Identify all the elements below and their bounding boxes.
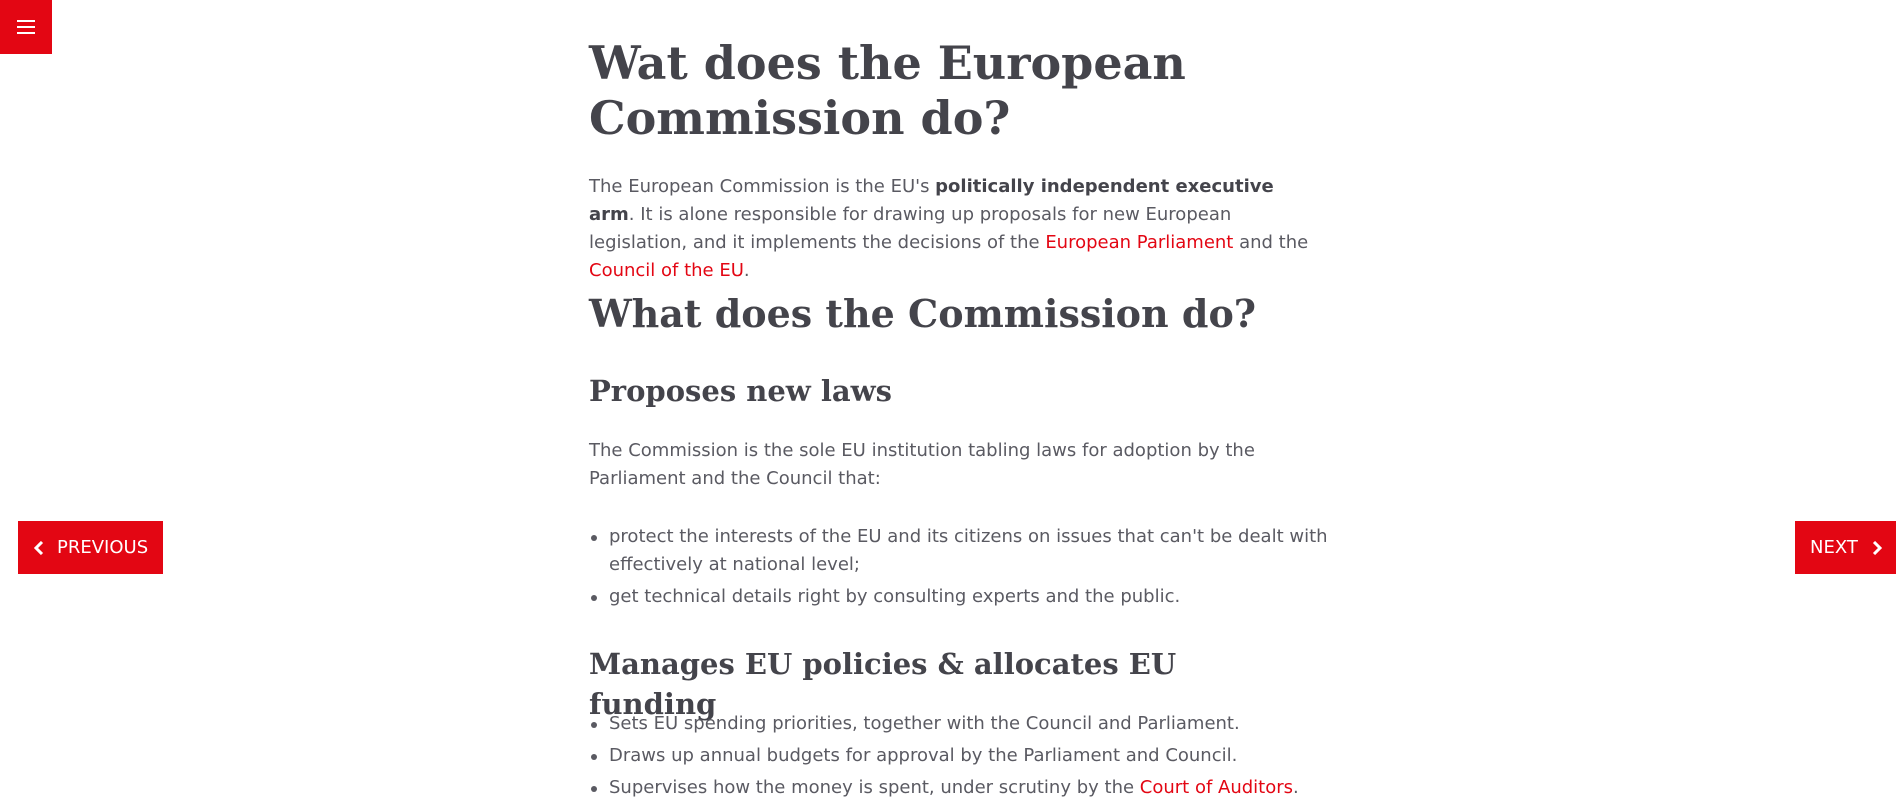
intro-paragraph bbox=[589, 173, 1309, 285]
next-button[interactable] bbox=[1795, 521, 1896, 574]
list-item-text: Supervises how the money is spent, under scrutiny by the bbox=[609, 777, 1140, 798]
list-item: protect the interests of the EU and its citizens on issues that can't be dealt with effectively at national level; bbox=[609, 523, 1329, 579]
intro-bold-text: politically independent executive arm bbox=[589, 176, 1274, 225]
list-item bbox=[609, 774, 1329, 802]
list-item: Draws up annual budgets for approval by the Parliament and Council. bbox=[609, 742, 1329, 770]
proposes-heading: Proposes new laws bbox=[589, 374, 892, 408]
section-heading: What does the Commission do? bbox=[589, 291, 1257, 336]
menu-button[interactable] bbox=[0, 0, 52, 54]
proposes-list bbox=[589, 523, 1329, 615]
previous-button[interactable] bbox=[18, 521, 163, 574]
proposes-paragraph: The Commission is the sole EU institution tabling laws for adoption by the Parliament and the Council that: bbox=[589, 440, 1255, 489]
court-of-auditors-link[interactable]: Court of Auditors bbox=[1139, 777, 1294, 798]
intro-text-4: . bbox=[743, 260, 750, 281]
list-item: get technical details right by consulting experts and the public. bbox=[609, 583, 1329, 611]
list-item-end: . bbox=[1293, 777, 1299, 798]
intro-text-1: The European Commission is the EU's bbox=[589, 176, 936, 197]
manages-list bbox=[589, 710, 1329, 804]
chevron-right-icon bbox=[1872, 541, 1882, 555]
previous-label: PREVIOUS bbox=[57, 537, 149, 558]
intro-text-3: and the bbox=[1233, 232, 1309, 253]
hamburger-menu-icon bbox=[17, 19, 35, 35]
page-title: Wat does the European Commission do? bbox=[589, 36, 1186, 145]
next-label: NEXT bbox=[1810, 537, 1858, 558]
manages-heading: Manages EU policies & allocates EU funding bbox=[589, 647, 1177, 721]
intro-text-2: . It is alone responsible for drawing up proposals for new European legislation, and it implements the decisions of the bbox=[589, 204, 1232, 253]
chevron-left-icon bbox=[34, 541, 44, 555]
list-item: Sets EU spending priorities, together with the Council and Parliament. bbox=[609, 710, 1329, 738]
european-parliament-link[interactable]: European Parliament bbox=[1045, 232, 1234, 253]
council-of-the-eu-link[interactable]: Council of the EU bbox=[589, 260, 744, 281]
